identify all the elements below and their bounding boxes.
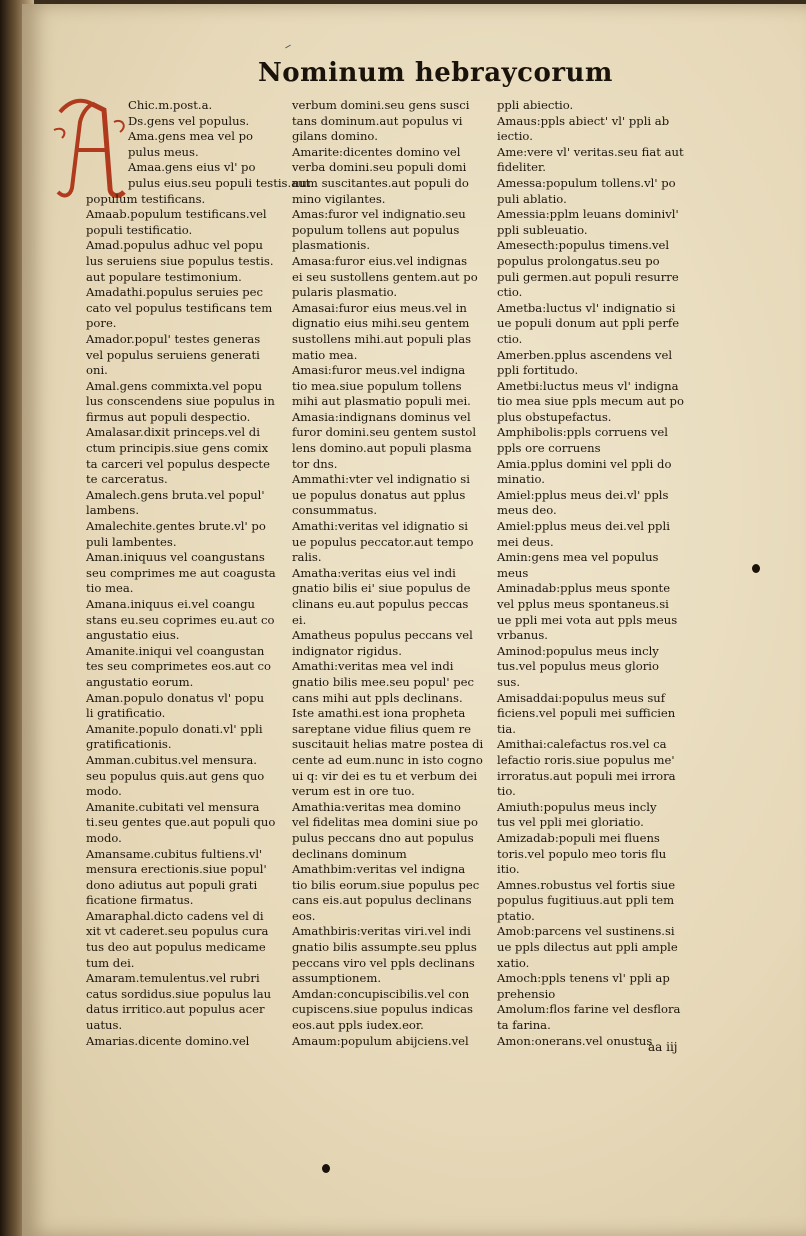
text-line: Amadathi.populus seruies pec: [86, 285, 264, 300]
text-line: li gratificatio.: [86, 706, 166, 721]
text-line: ei seu sustollens gentem.aut po: [292, 269, 478, 284]
text-line: tes seu comprimetes eos.aut co: [86, 659, 271, 674]
text-line: ficiens.vel populi mei sufficien: [497, 706, 676, 721]
text-line: Amana.iniquus ei.vel coangu: [86, 597, 256, 611]
text-line: eos.aut ppls iudex.eor.: [292, 1018, 424, 1033]
text-line: vel pplus meus spontaneus.si: [497, 597, 669, 611]
text-line: datus irritico.aut populus acer: [86, 1002, 265, 1017]
text-line: Amaum:populum abijciens.vel: [292, 1033, 469, 1048]
text-line: lus seruiens siue populus testis.: [86, 253, 274, 268]
text-line: Amman.cubitus.vel mensura.: [86, 752, 257, 767]
text-line: ppli fortitudo.: [497, 363, 579, 378]
text-line: ppls ore corruens: [497, 441, 601, 456]
text-line: Amisaddai:populus meus suf: [497, 690, 666, 705]
text-line: indignator rigidus.: [292, 643, 402, 658]
text-line: clinans eu.aut populus peccas: [292, 597, 469, 611]
text-line: Amia.pplus domini vel ppli do: [497, 456, 672, 471]
text-line: sustollens mihi.aut populi plas: [292, 331, 472, 346]
text-line: stans eu.seu coprimes eu.aut co: [86, 612, 275, 627]
text-line: tio mea siue ppls mecum aut po: [497, 394, 684, 409]
text-line: Aman.populo donatus vl' popu: [86, 690, 265, 705]
text-line: Amoch:ppls tenens vl' ppli ap: [497, 971, 670, 986]
text-line: Amdan:concupiscibilis.vel con: [292, 986, 470, 1001]
text-line: Amador.popul' testes generas: [86, 331, 261, 346]
text-line: lambens.: [86, 503, 139, 518]
text-line: peccans viro vel ppls declinans: [292, 955, 475, 970]
text-line: assumptionem.: [292, 971, 382, 986]
text-line: pularis plasmatio.: [292, 285, 398, 300]
text-line: Ametbi:luctus meus vl' indigna: [497, 378, 679, 393]
text-line: Amathi:veritas vel idignatio si: [292, 519, 469, 534]
text-line: Amin:gens mea vel populus: [497, 550, 659, 565]
text-line: Amal.gens commixta.vel popu: [86, 378, 263, 393]
text-line: iectio.: [497, 129, 533, 144]
text-line: consummatus.: [292, 503, 378, 518]
text-line: declinans dominum: [292, 846, 407, 861]
text-line: plus obstupefactus.: [497, 409, 612, 424]
text-line: mino vigilantes.: [292, 191, 386, 206]
text-line: seu comprimes me aut coagusta: [86, 565, 276, 580]
ink-spot: [752, 564, 760, 573]
text-line: ei.: [292, 612, 307, 627]
column-middle: [292, 98, 492, 1049]
text-line: Aminod:populus meus incly: [497, 643, 659, 658]
text-line: ue ppls dilectus aut ppli ample: [497, 940, 678, 955]
text-line: ppli subleuatio.: [497, 222, 588, 237]
text-line: tio.: [497, 784, 516, 799]
text-line: dono adiutus aut populi grati: [86, 877, 258, 892]
text-line: ctio.: [497, 285, 523, 300]
text-line: ue populi donum aut ppli perfe: [497, 316, 680, 331]
text-line: Amesecth:populus timens.vel: [497, 238, 670, 253]
text-line: modo.: [86, 784, 122, 799]
text-line: xatio.: [497, 955, 530, 970]
text-line: populus prolongatus.seu po: [497, 253, 660, 268]
text-line: tus deo aut populus medicame: [86, 940, 266, 955]
text-line: Amnes.robustus vel fortis siue: [497, 877, 676, 892]
text-line: Ds.gens vel populus.: [128, 113, 250, 128]
text-line: pulus eius.seu populi testis.aut: [128, 175, 311, 190]
text-line: Ametba:luctus vl' indignatio si: [497, 300, 676, 315]
text-line: te carceratus.: [86, 472, 168, 487]
text-line: Amessia:pplm leuans dominivl': [497, 207, 679, 222]
text-line: itio.: [497, 862, 520, 877]
text-line: Amalech.gens bruta.vel popul': [86, 487, 265, 502]
text-line: plasmationis.: [292, 238, 371, 253]
text-line: catus sordidus.siue populus lau: [86, 986, 272, 1001]
text-line: gilans domino.: [292, 129, 378, 144]
text-line: Amatha:veritas eius vel indi: [292, 565, 456, 580]
text-line: Amiuth:populus meus incly: [497, 799, 657, 814]
text-line: dignatio eius mihi.seu gentem: [292, 316, 470, 331]
text-line: tans dominum.aut populus vi: [292, 113, 463, 128]
text-line: puli lambentes.: [86, 534, 177, 549]
text-line: mei deus.: [497, 534, 554, 549]
text-line: pore.: [86, 316, 117, 331]
text-line: ficatione firmatus.: [86, 893, 194, 908]
text-line: modo.: [86, 830, 122, 845]
text-line: Amalechite.gentes brute.vl' po: [86, 519, 266, 534]
text-line: Amarias.dicente domino.vel: [86, 1033, 250, 1048]
text-line: furor domini.seu gentem sustol: [292, 425, 477, 440]
text-line: angustatio eius.: [86, 628, 180, 643]
text-line: tio mea.siue populum tollens: [292, 378, 462, 393]
text-line: seu populus quis.aut gens quo: [86, 768, 265, 783]
text-line: Amalasar.dixit princeps.vel di: [86, 425, 260, 440]
ink-spot: [322, 1164, 330, 1173]
text-line: Amob:parcens vel sustinens.si: [497, 924, 675, 939]
text-line: ue ppli mei vota aut ppls meus: [497, 612, 678, 627]
text-line: mihi aut plasmatio populi mei.: [292, 394, 471, 409]
text-line: num suscitantes.aut populi do: [292, 175, 469, 190]
text-line: Ama.gens mea vel po: [128, 129, 254, 144]
text-line: oni.: [86, 363, 108, 378]
text-line: puli ablatio.: [497, 191, 567, 206]
text-line: Amessa:populum tollens.vl' po: [497, 175, 676, 190]
text-line: uatus.: [86, 1018, 123, 1033]
text-line: Amerben.pplus ascendens vel: [497, 347, 673, 362]
text-line: matio mea.: [292, 347, 358, 362]
text-line: xit vt caderet.seu populus cura: [86, 924, 269, 939]
text-line: cans mihi aut ppls declinans.: [292, 690, 463, 705]
text-line: ue populus donatus aut pplus: [292, 487, 466, 502]
text-line: ptatio.: [497, 908, 535, 923]
text-line: Amiel:pplus meus dei.vel ppli: [497, 519, 670, 534]
text-line: Amansame.cubitus fultiens.vl': [86, 846, 263, 861]
text-line: Amanite.iniqui vel coangustan: [86, 643, 265, 658]
text-line: Amasa:furor eius.vel indignas: [292, 253, 468, 268]
text-line: firmus aut populi despectio.: [86, 409, 251, 424]
text-line: Amaraphal.dicto cadens vel di: [86, 908, 264, 923]
text-line: minatio.: [497, 472, 545, 487]
text-line: gratificationis.: [86, 737, 172, 752]
text-line: populi testificatio.: [86, 222, 193, 237]
text-line: Amathbiris:veritas viri.vel indi: [292, 924, 471, 939]
text-line: tia.: [497, 721, 516, 736]
text-line: tus vel ppli mei gloriatio.: [497, 815, 644, 830]
text-line: populus fugitiuus.aut ppli tem: [497, 893, 675, 908]
text-line: ralis.: [292, 550, 322, 565]
text-line: eos.: [292, 908, 316, 923]
text-line: mensura erectionis.siue popul': [86, 862, 267, 877]
text-line: verbum domini.seu gens susci: [292, 98, 470, 112]
text-line: ue populus peccator.aut tempo: [292, 534, 474, 549]
text-line: cupiscens.siue populus indicas: [292, 1002, 473, 1017]
text-line: Iste amathi.est iona propheta: [292, 706, 466, 721]
text-line: meus: [497, 565, 529, 580]
text-line: Ammathi:vter vel indignatio si: [292, 472, 470, 487]
text-line: Amphibolis:ppls corruens vel: [497, 425, 668, 440]
text-line: Amaab.populum testificans.vel: [86, 207, 267, 222]
text-line: Amathia:veritas mea domino: [292, 799, 461, 814]
text-line: verba domini.seu populi domi: [292, 160, 467, 175]
text-line: ui q: vir dei es tu et verbum dei: [292, 768, 478, 783]
text-line: ppli abiectio.: [497, 98, 574, 112]
text-line: Amarite:dicentes domino vel: [292, 144, 461, 159]
text-line: Amanite.cubitati vel mensura: [86, 799, 260, 814]
text-line: Amanite.populo donati.vl' ppli: [86, 721, 263, 736]
text-line: ctum principis.siue gens comix: [86, 441, 269, 456]
text-line: tio mea.: [86, 581, 134, 596]
text-line: Amad.populus adhuc vel popu: [86, 238, 264, 253]
text-line: Amaa.gens eius vl' po: [128, 160, 256, 175]
text-line: suscitauit helias matre postea di: [292, 737, 484, 752]
text-line: Amolum:flos farine vel desflora: [497, 1002, 681, 1017]
text-line: Amizadab:populi mei fluens: [497, 830, 660, 845]
text-line: Amasia:indignans dominus vel: [292, 409, 471, 424]
text-line: Amasai:furor eius meus.vel in: [292, 300, 467, 315]
text-line: cans eis.aut populus declinans: [292, 893, 472, 908]
text-line: Amaram.temulentus.vel rubri: [86, 971, 260, 986]
text-line: Amathi:veritas mea vel indi: [292, 659, 454, 674]
text-line: aut populare testimonium.: [86, 269, 242, 284]
text-line: vel populus seruiens generati: [86, 347, 260, 362]
text-line: Amas:furor vel indignatio.seu: [292, 207, 466, 222]
text-line: sareptane vidue filius quem re: [292, 721, 472, 736]
text-line: vel fidelitas mea domini siue po: [292, 815, 478, 830]
text-line: Amasi:furor meus.vel indigna: [292, 363, 466, 378]
text-line: Amatheus populus peccans vel: [292, 628, 473, 643]
text-line: tum dei.: [86, 955, 135, 970]
text-line: pulus meus.: [128, 144, 199, 159]
text-line: Chic.m.post.a.: [128, 98, 213, 112]
text-line: lens domino.aut populi plasma: [292, 441, 472, 456]
text-line: populum tollens aut populus: [292, 222, 460, 237]
text-line: tus.vel populus meus glorio: [497, 659, 659, 674]
text-line: ti.seu gentes que.aut populi quo: [86, 815, 276, 830]
text-line: lus conscendens siue populus in: [86, 394, 275, 409]
signature-mark: aa iij: [648, 1040, 678, 1054]
text-line: puli germen.aut populi resurre: [497, 269, 679, 284]
text-line: toris.vel populo meo toris flu: [497, 846, 667, 861]
text-line: angustatio eorum.: [86, 674, 194, 689]
text-line: Amathbim:veritas vel indigna: [292, 862, 466, 877]
text-line: gnatio bilis mee.seu popul' pec: [292, 674, 475, 689]
running-heading: Nominum hebraycorum: [258, 58, 613, 88]
text-line: ta farina.: [497, 1018, 551, 1033]
text-line: populum testificans.: [86, 191, 206, 206]
text-line: meus deo.: [497, 503, 557, 518]
text-line: Amithai:calefactus ros.vel ca: [497, 737, 667, 752]
text-line: fideliter.: [497, 160, 546, 175]
text-line: gnatio bilis ei' siue populus de: [292, 581, 471, 596]
text-line: tor dns.: [292, 456, 338, 471]
text-line: tio bilis eorum.siue populus pec: [292, 877, 480, 892]
text-line: sus.: [497, 674, 521, 689]
text-line: Amiel:pplus meus dei.vl' ppls: [497, 487, 669, 502]
text-line: Amon:onerans.vel onustus: [497, 1033, 653, 1048]
text-line: gnatio bilis assumpte.seu pplus: [292, 940, 477, 955]
text-line: vrbanus.: [497, 628, 548, 643]
text-line: Aminadab:pplus meus sponte: [497, 581, 671, 596]
text-line: ta carceri vel populus despecte: [86, 456, 270, 471]
text-line: lefactio roris.siue populus me': [497, 752, 675, 767]
text-line: Ame:vere vl' veritas.seu fiat aut: [497, 144, 684, 159]
text-line: Aman.iniquus vel coangustans: [86, 550, 265, 565]
text-line: pulus peccans dno aut populus: [292, 830, 474, 845]
text-line: ctio.: [497, 331, 523, 346]
text-line: verum est in ore tuo.: [292, 784, 415, 799]
column-right: [497, 98, 701, 1049]
text-line: Amaus:ppls abiect' vl' ppli ab: [497, 113, 670, 128]
text-line: irroratus.aut populi mei irrora: [497, 768, 676, 783]
text-line: prehensio: [497, 986, 556, 1001]
text-line: cato vel populus testificans tem: [86, 300, 273, 315]
text-line: cente ad eum.nunc in isto cogno: [292, 752, 483, 767]
